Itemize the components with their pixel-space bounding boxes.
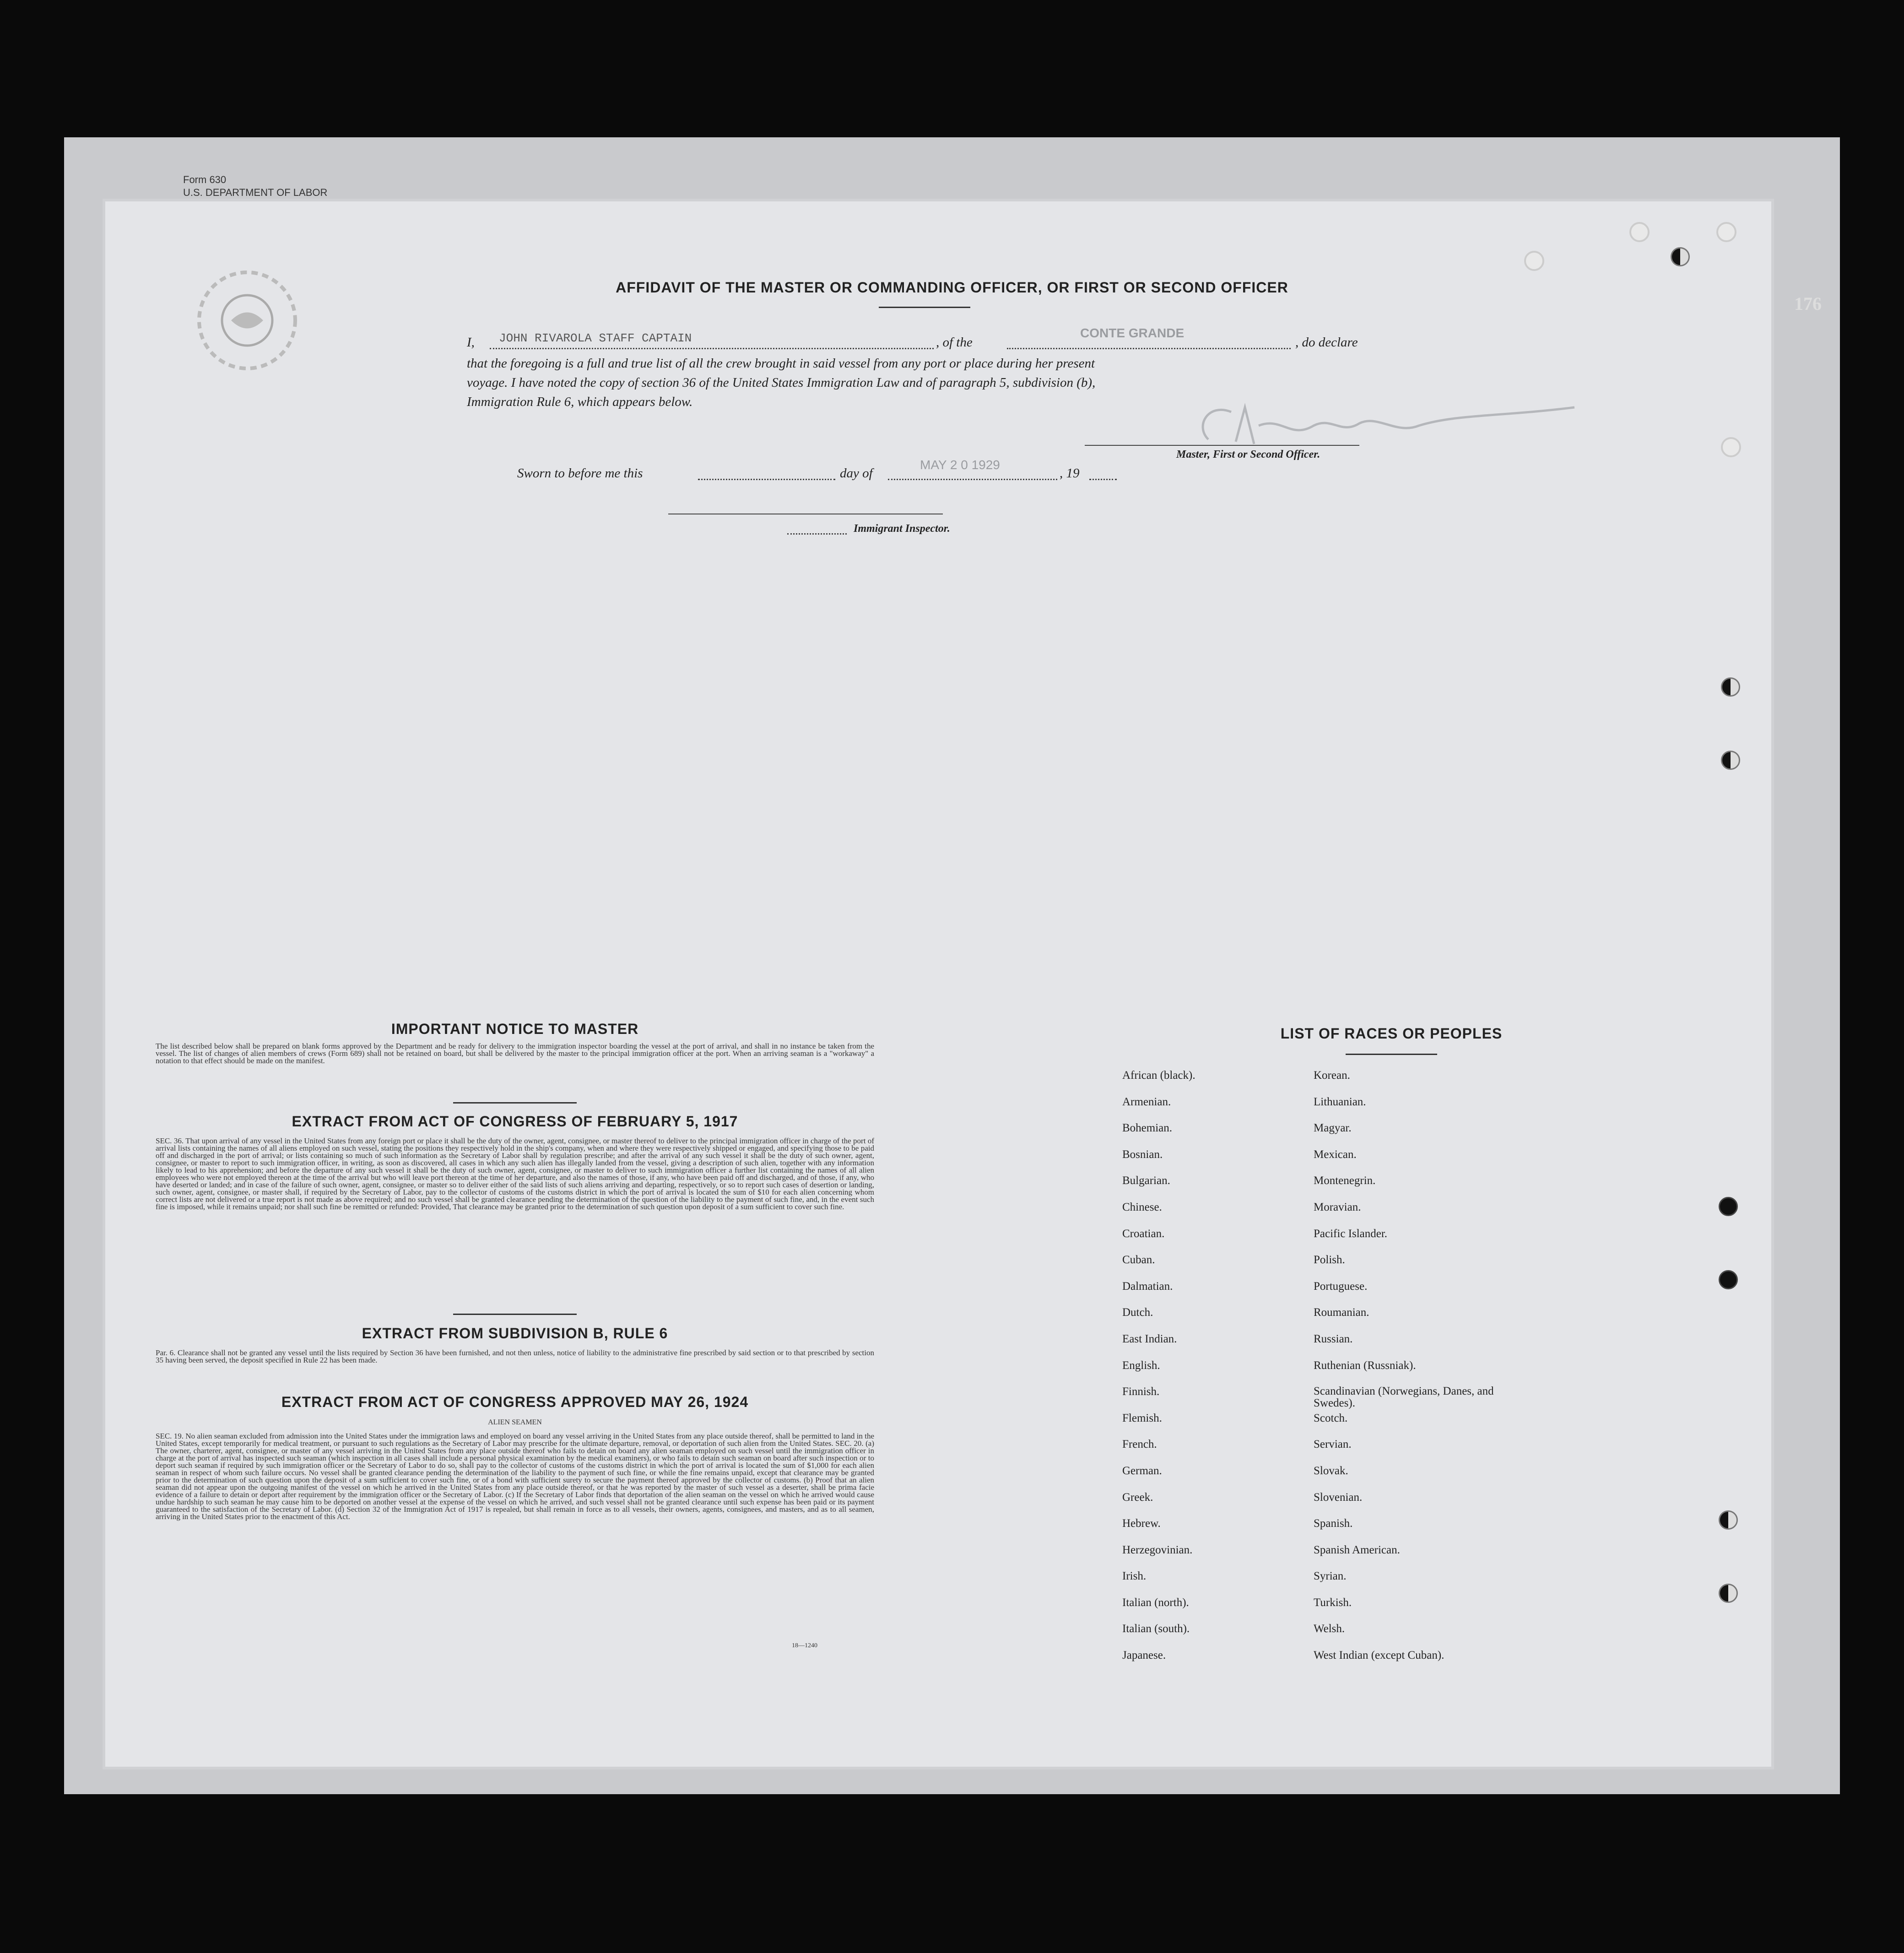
vessel-line — [1007, 348, 1291, 349]
of-the-label: , of the — [936, 335, 973, 350]
inspector-label: Immigrant Inspector. — [854, 523, 950, 535]
sworn-prefix: Sworn to before me this — [517, 466, 643, 481]
race-item: Slovak. — [1314, 1464, 1348, 1477]
punch-hole — [1719, 1197, 1738, 1216]
punch-hole — [1721, 751, 1740, 770]
races-column-2 — [1314, 1069, 1506, 1676]
race-item: Greek. — [1122, 1491, 1153, 1504]
race-item: Welsh. — [1314, 1623, 1345, 1635]
crew-list-sheet — [105, 201, 1771, 1767]
race-item: Pacific Islander. — [1314, 1227, 1388, 1240]
race-item: French. — [1122, 1438, 1157, 1451]
race-item: Japanese. — [1122, 1649, 1166, 1662]
rule-6-text: Par. 6. Clearance shall not be granted any vessel until the lists required by Section 36 have been furnished, and not then unless, notice of liability to the administrative fine prescribed by said section or to that prescribed by section 35 having been served, the deposit specified in Rule 22 has been made. — [156, 1348, 874, 1364]
race-item: African (black). — [1122, 1069, 1195, 1082]
race-item: Spanish. — [1314, 1517, 1353, 1530]
punch-hole — [1629, 222, 1650, 242]
signature-line — [1085, 445, 1359, 446]
race-item: Korean. — [1314, 1069, 1350, 1082]
date-stamp: MAY 2 0 1929 — [920, 458, 1000, 472]
punch-hole — [1719, 1510, 1738, 1530]
extract-1924-title: EXTRACT FROM ACT OF CONGRESS APPROVED MAY 26, 1924 — [281, 1394, 749, 1410]
race-item: Bulgarian. — [1122, 1174, 1170, 1187]
race-item: Flemish. — [1122, 1412, 1162, 1424]
race-item: Bosnian. — [1122, 1148, 1163, 1161]
race-item: Finnish. — [1122, 1385, 1160, 1398]
declarant-name: JOHN RIVAROLA STAFF CAPTAIN — [499, 331, 692, 345]
extract-1924-text: SEC. 19. No alien seaman excluded from admission into the United States under the immigration laws and employed on board any vessel arriving in the United States from any place outside thereof, shall be permitted to land in the United States, except temporarily for medical treatment, or pursuant to such regulations as the Secretary of Labor may prescribe for the ultimate departure, removal, or deportation of such alien from the United States. SEC. 20. (a) The owner, charterer, agent, consignee, or master of any vessel arriving in the United States from any place outside thereof who fails to detain on board any alien seaman employed on such vessel until the immigration officer in charge at the port of arrival has inspected such seaman (which inspection in all cases shall include a personal physical examination by the medical examiners), or who fails to detain such seaman on board after such inspection or to deport such seaman if required by such immigration officer or the Secretary of Labor to do so, shall pay to the collector of customs of the customs district in which the port of arrival is located the sum of $1,000 for each alien seaman in respect of whom such failure occurs. No vessel shall be granted clearance pending the determination of the liability to the payment of such fine, or while the fine remains unpaid, except that clearance may be granted prior to the determination of such question upon the deposit of a sum sufficient to cover such fine, or of a bond with sufficient surety to secure the payment thereof approved by the collector of customs. (b) Proof that an alien seaman did not appear upon the outgoing manifest of the vessel on which he arrived in the United States from any place outside thereof, or that he was reported by the master of such vessel as a deserter, shall be prima facie evidence of a failure to detain or deport after requirement by the immigration officer or the Secretary of Labor. (c) If the Secretary of Labor finds that deportation of the alien seaman on the vessel on which he arrived would cause undue hardship to such seaman he may cause him to be deported on another vessel at the expense of the vessel on which he arrived, and such vessel shall not be granted clearance until such expense has been paid or its payment guaranteed to the satisfaction of the Secretary of Labor. (d) Section 32 of the Immigration Act of 1917 is repealed, but shall remain in force as to all vessels, their owners, agents, consignees, and masters, and as to all seamen, arriving in the United States prior to the enactment of this Act. — [156, 1432, 874, 1521]
extract-1917-title: EXTRACT FROM ACT OF CONGRESS OF FEBRUARY 5, 1917 — [292, 1113, 738, 1130]
race-item: Ruthenian (Russniak). — [1314, 1359, 1416, 1372]
notice-text: The list described below shall be prepared on blank forms approved by the Department and be ready for delivery to the immigration inspector boarding the vessel at the port of arrival, and shall in no instance be taken from the vessel. The list of changes of alien members of crews (Form 689) shall not be retained on board, but shall be delivered by the master to the principal immigration officer at the port. When an arriving seaman is a "workaway" a notation to that effect should be made on the manifest. — [156, 1042, 874, 1065]
race-item: East Indian. — [1122, 1332, 1177, 1345]
notice-rule — [453, 1102, 577, 1104]
races-title: LIST OF RACES OR PEOPLES — [1280, 1025, 1503, 1042]
race-item: Italian (south). — [1122, 1623, 1190, 1635]
race-item: Syrian. — [1314, 1570, 1347, 1583]
affidavit-line-3: voyage. I have noted the copy of section 36 of the United States Immigration Law and of paragraph 5, subdivision (b), — [467, 375, 1096, 390]
punch-hole — [1721, 677, 1740, 697]
race-item: Cuban. — [1122, 1254, 1155, 1266]
page-number: 176 — [1794, 293, 1822, 314]
race-item: Irish. — [1122, 1570, 1147, 1583]
title-rule — [879, 307, 970, 308]
sworn-year-line — [1089, 479, 1117, 480]
sworn-month-line — [888, 479, 1057, 480]
punch-hole — [1716, 222, 1736, 242]
form-footer-code: 18—1240 — [792, 1642, 817, 1649]
extract-1917-rule — [453, 1314, 577, 1315]
vessel-name: CONTE GRANDE — [1080, 326, 1185, 340]
race-item: Croatian. — [1122, 1227, 1165, 1240]
race-item: English. — [1122, 1359, 1160, 1372]
race-item: Turkish. — [1314, 1596, 1352, 1609]
race-item: Dalmatian. — [1122, 1280, 1173, 1293]
affidavit-title: AFFIDAVIT OF THE MASTER OR COMMANDING OFFICER, OR FIRST OR SECOND OFFICER — [616, 279, 1288, 296]
race-item: Herzegovinian. — [1122, 1543, 1193, 1556]
extract-1924-subtitle: ALIEN SEAMEN — [488, 1418, 542, 1426]
race-item: Italian (north). — [1122, 1596, 1189, 1609]
race-item: Russian. — [1314, 1332, 1353, 1345]
race-item: Bohemian. — [1122, 1122, 1173, 1135]
race-item: Servian. — [1314, 1438, 1352, 1451]
affidavit-prefix: I, — [467, 335, 475, 350]
races-rule — [1346, 1054, 1437, 1055]
inspector-dots — [787, 533, 847, 535]
punch-hole — [1524, 251, 1544, 271]
race-item: Portuguese. — [1314, 1280, 1368, 1293]
race-item: Scandinavian (Norwegians, Danes, and Swedes). — [1314, 1385, 1494, 1410]
race-item: Montenegrin. — [1314, 1174, 1376, 1187]
race-item: Spanish American. — [1314, 1543, 1400, 1556]
race-item: Slovenian. — [1314, 1491, 1363, 1504]
official-seal-stamp — [188, 261, 307, 380]
sworn-day-line — [698, 479, 835, 480]
race-item: West Indian (except Cuban). — [1314, 1649, 1444, 1662]
race-item: Hebrew. — [1122, 1517, 1161, 1530]
race-item: German. — [1122, 1464, 1162, 1477]
declare-label: , do declare — [1295, 335, 1358, 350]
punch-hole — [1721, 437, 1741, 457]
sworn-day-label: day of — [840, 466, 873, 481]
form-number: Form 630 — [183, 174, 227, 185]
race-item: Armenian. — [1122, 1095, 1171, 1108]
department-label: U.S. DEPARTMENT OF LABOR — [183, 187, 328, 198]
race-item: Moravian. — [1314, 1201, 1361, 1213]
sworn-year-label: , 19 — [1060, 466, 1080, 481]
punch-hole — [1719, 1270, 1738, 1289]
race-item: Polish. — [1314, 1254, 1345, 1266]
declarant-line — [490, 348, 934, 349]
notice-title: IMPORTANT NOTICE TO MASTER — [391, 1021, 639, 1037]
punch-hole — [1671, 247, 1690, 266]
races-column-1 — [1122, 1069, 1305, 1676]
race-item: Dutch. — [1122, 1306, 1153, 1319]
extract-1917-text: SEC. 36. That upon arrival of any vessel in the United States from any foreign port or place it shall be the duty of the owner, agent, consignee, or master thereof to deliver to the principal immigration officer in charge of the port of arrival lists containing the names of all aliens employed on such vessel, stating the positions they respectively hold in the ship's company, when and where they were respectively shipped or engaged, and specifying those to be paid off and discharged in the port of arrival; or lists containing so much of such information as the Secretary of Labor shall by regulation prescribe; and after the arrival of any such vessel it shall be the duty of such owner, agent, consignee, or master to report to such immigration officer, in writing, as soon as discovered, all cases in which any such alien has illegally landed from the vessel, giving a description of such alien, together with any information likely to lead to his apprehension; and before the departure of any such vessel it shall be the duty of such owner, agent, consignee, or master to deliver to such immigration officer a further list containing the names of all alien employees who were not employed thereon at the time of the arrival but who will leave port thereon at the time of her departure, and also the names of those, if any, who have been paid off and discharged, and of those, if any, who have deserted or landed; and in case of the failure of such owner, agent, consignee, or master so to deliver either of the said lists of such aliens arriving and departing, respectively, or so to report such cases of desertion or landing, such owner, agent, consignee, or master shall, if required by the Secretary of Labor, pay to the collector of customs of the customs district in which the port of arrival is located the sum of $10 for each alien concerning whom correct lists are not delivered or a true report is not made as above required; and no such vessel shall be granted clearance pending the determination of the question of the liability to the payment of such fine, and, in the event such fine is imposed, while it remains unpaid; nor shall such fine be remitted or refunded: Provided, That clearance may be granted prior to the determination of such question upon deposit of a sum sufficient to cover such fine. — [156, 1136, 874, 1211]
affidavit-line-4: Immigration Rule 6, which appears below. — [467, 395, 693, 409]
race-item: Chinese. — [1122, 1201, 1162, 1213]
rule-6-title: EXTRACT FROM SUBDIVISION B, RULE 6 — [362, 1325, 668, 1342]
race-item: Lithuanian. — [1314, 1095, 1366, 1108]
race-item: Roumanian. — [1314, 1306, 1369, 1319]
affidavit-line-2: that the foregoing is a full and true list of all the crew brought in said vessel from any port or place during her present — [467, 356, 1095, 371]
race-item: Magyar. — [1314, 1122, 1352, 1135]
race-item: Mexican. — [1314, 1148, 1357, 1161]
punch-hole — [1719, 1584, 1738, 1603]
signature-label: Master, First or Second Officer. — [1176, 449, 1320, 460]
race-item: Scotch. — [1314, 1412, 1348, 1424]
